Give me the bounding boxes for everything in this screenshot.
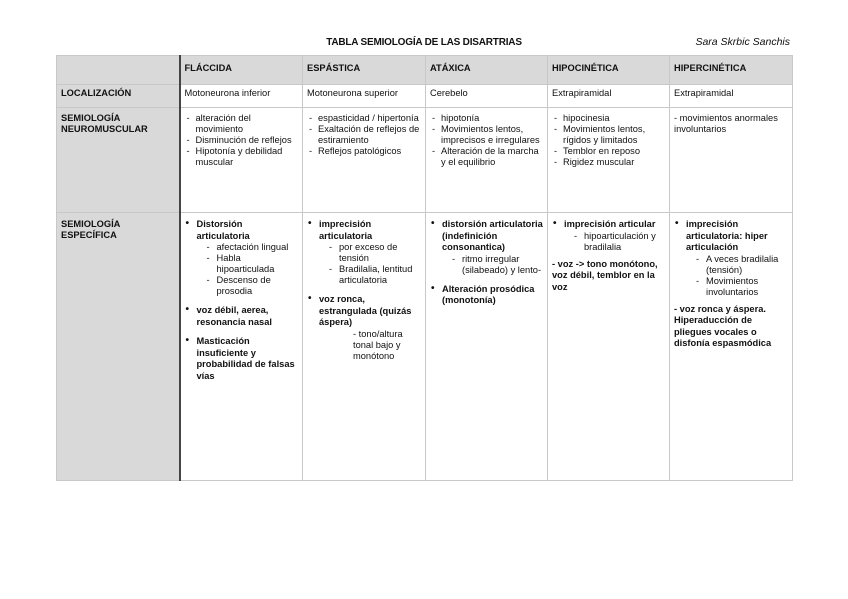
voice-note: - voz -> tono monótono, voz débil, temblor en la voz — [552, 258, 658, 292]
cell-loc-flaccida: Motoneurona inferior — [180, 85, 303, 108]
cell-esp-hipercinetica — [670, 213, 793, 481]
list-item: - espasticidad / hipertonía — [307, 113, 421, 124]
sub-item: - A veces bradilalia (tensión) — [686, 254, 788, 276]
row-label-localizacion: LOCALIZACIÓN — [57, 85, 180, 108]
list-item — [552, 219, 665, 253]
header-row — [57, 56, 793, 85]
cell-loc-hipercinetica: Extrapiramidal — [670, 85, 793, 108]
list-item: - Exaltación de reflejos de estiramiento — [307, 124, 421, 146]
cell-nm-hipocinetica — [548, 108, 670, 213]
list-item: - Alteración de la marcha y el equilibrio — [430, 146, 543, 168]
row-label-especifica: SEMIOLOGÍA ESPECÍFICA — [57, 213, 180, 481]
col-ataxica: ATÁXICA — [426, 56, 548, 85]
cell-loc-hipocinetica: Extrapiramidal — [548, 85, 670, 108]
sub-item: - tono/altura tonal bajo y monótono — [353, 328, 403, 361]
sub-item: - Descenso de prosodia — [197, 275, 299, 297]
cell-esp-espastica — [303, 213, 426, 481]
row-localizacion — [57, 85, 793, 108]
corner-cell — [57, 56, 180, 85]
col-hipercinetica: HIPERCINÉTICA — [670, 56, 793, 85]
cell-nm-espastica — [303, 108, 426, 213]
list-item: - Movimientos lentos, rígidos y limitados — [552, 124, 665, 146]
bullet-text: imprecisión articulatoria — [319, 219, 373, 241]
col-flaccida: FLÁCCIDA — [180, 56, 303, 85]
page-title: TABLA SEMIOLOGÍA DE LAS DISARTRIAS — [326, 37, 522, 48]
list-item: - Reflejos patológicos — [307, 146, 421, 157]
bullet-text: voz ronca, estrangulada (quizás áspera) — [319, 294, 412, 327]
cell-loc-ataxica: Cerebelo — [426, 85, 548, 108]
row-neuromuscular — [57, 108, 793, 213]
sub-item: - Movimientos involuntarios — [686, 276, 788, 298]
list-item — [307, 219, 421, 286]
cell-esp-ataxica — [426, 213, 548, 481]
list-item: - alteración del movimiento — [185, 113, 299, 135]
cell-nm-flaccida — [180, 108, 303, 213]
voice-note: - voz ronca y áspera. Hiperaducción de pliegues vocales o disfonía espasmódica — [674, 303, 772, 348]
list-item — [307, 294, 421, 362]
cell-esp-hipocinetica — [548, 213, 670, 481]
list-item: - Hipotonía y debilidad muscular — [185, 146, 299, 168]
bullet-text: distorsión articulatoria (indefinición consonantica) — [442, 219, 543, 252]
sub-item: - afectación lingual — [197, 242, 299, 253]
list-item: - Temblor en reposo — [552, 146, 665, 157]
cell-loc-espastica: Motoneurona superior — [303, 85, 426, 108]
list-item: • voz débil, aerea, resonancia nasal — [185, 305, 299, 328]
list-item: - Rigidez muscular — [552, 157, 665, 168]
sub-item: - Bradilalia, lentitud articulatoria — [319, 264, 421, 286]
sub-item: - Habla hipoarticulada — [197, 253, 299, 275]
bullet-text: imprecisión articular — [564, 219, 656, 229]
list-item: • Masticación insuficiente y probabilidad de falsas vías — [185, 336, 299, 382]
list-item: • Alteración prosódica (monotonía) — [430, 284, 543, 307]
cell-nm-hipercinetica: - movimientos anormales involuntarios — [670, 108, 793, 213]
cell-esp-flaccida — [180, 213, 303, 481]
list-item: - Disminución de reflejos — [185, 135, 299, 146]
bullet-text: Distorsión articulatoria — [196, 219, 250, 241]
bullet-text: imprecisión articulatoria: hiper articulación — [686, 219, 768, 252]
list-item — [674, 219, 788, 298]
dysarthria-table — [56, 55, 793, 481]
list-item — [185, 219, 299, 297]
col-espastica: ESPÁSTICA — [303, 56, 426, 85]
row-especifica — [57, 213, 793, 481]
list-item: - hipocinesia — [552, 113, 665, 124]
sub-item: - ritmo irregular (silabeado) y lento- — [442, 254, 543, 276]
row-label-neuromuscular: SEMIOLOGÍA NEUROMUSCULAR — [57, 108, 180, 213]
sub-item: - hipoarticulación y bradilalia — [564, 231, 665, 253]
col-hipocinetica: HIPOCINÉTICA — [548, 56, 670, 85]
list-item: - Movimientos lentos, imprecisos e irregulares — [430, 124, 543, 146]
sub-item: - por exceso de tensión — [319, 242, 421, 264]
cell-nm-ataxica — [426, 108, 548, 213]
list-item — [430, 219, 543, 276]
list-item: - hipotonía — [430, 113, 543, 124]
author-name: Sara Skrbic Sanchis — [695, 36, 790, 48]
